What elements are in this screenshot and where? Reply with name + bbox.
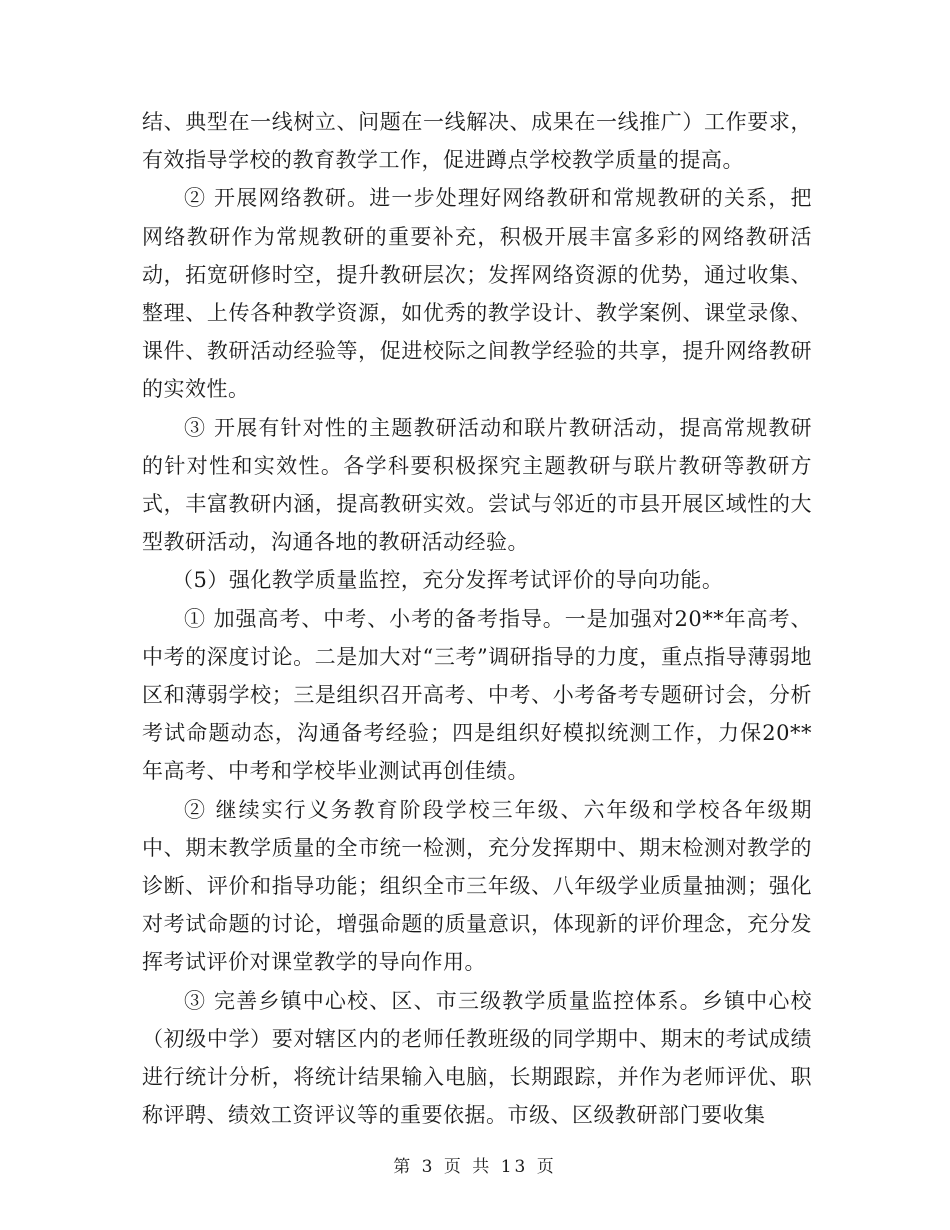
paragraph-network-research: ② 开展网络教研。进一步处理好网络教研和常规教研的关系，把网络教研作为常规教研的重要补充，积极开展丰富多彩的网络教研活动，拓宽研修时空，提升教研层次；发挥网络资源的优势，通过收集、整理、上传各种教学资源，如优秀的教学设计、教学案例、课堂录像、课件、教研活动经验等，促进校际之间教学经验的共享，提升网络教研的实效性。 [142, 186, 812, 402]
paragraph-unified-testing: ② 继续实行义务教育阶段学校三年级、六年级和学校各年级期中、期末教学质量的全市统一检测，充分发挥期中、期末检测对教学的诊断、评价和指导功能；组织全市三年级、八年级学业质量抽测；强化对考试命题的讨论，增强命题的质量意识，体现新的评价理念，充分发挥考试评价对课堂教学的导向作用。 [142, 797, 812, 975]
section-heading-quality-monitoring: （5）强化教学质量监控，充分发挥考试评价的导向功能。 [172, 568, 724, 593]
document-body [142, 103, 812, 1134]
paragraph-themed-research: ③ 开展有针对性的主题教研活动和联片教研活动，提高常规教研的针对性和实效性。各学科要积极探究主题教研与联片教研等教研方式，丰富教研内涵，提高教研实效。尝试与邻近的市县开展区域性的大型教研活动，沟通各地的教研活动经验。 [142, 415, 812, 555]
paragraph-exam-guidance: ① 加强高考、中考、小考的备考指导。一是加强对20**年高考、中考的深度讨论。二是加大对“三考”调研指导的力度，重点指导薄弱地区和薄弱学校；三是组织召开高考、中考、小考备考专题研讨会，分析考试命题动态，沟通备考经验；四是组织好模拟统测工作，力保20**年高考、中考和学校毕业测试再创佳绩。 [142, 606, 812, 784]
paragraph-continuation: 结、典型在一线树立、问题在一线解决、成果在一线推广）工作要求，有效指导学校的教育教学工作，促进蹲点学校教学质量的提高。 [142, 110, 812, 173]
paragraph-monitoring-system: ③ 完善乡镇中心校、区、市三级教学质量监控体系。乡镇中心校（初级中学）要对辖区内的老师任教班级的同学期中、期末的考试成绩进行统计分析，将统计结果输入电脑，长期跟踪，并作为老师评优、职称评聘、绩效工资评议等的重要依据。市级、区级教研部门要收集 [142, 988, 812, 1128]
page-number-footer: 第 3 页 共 13 页 [393, 1157, 557, 1177]
